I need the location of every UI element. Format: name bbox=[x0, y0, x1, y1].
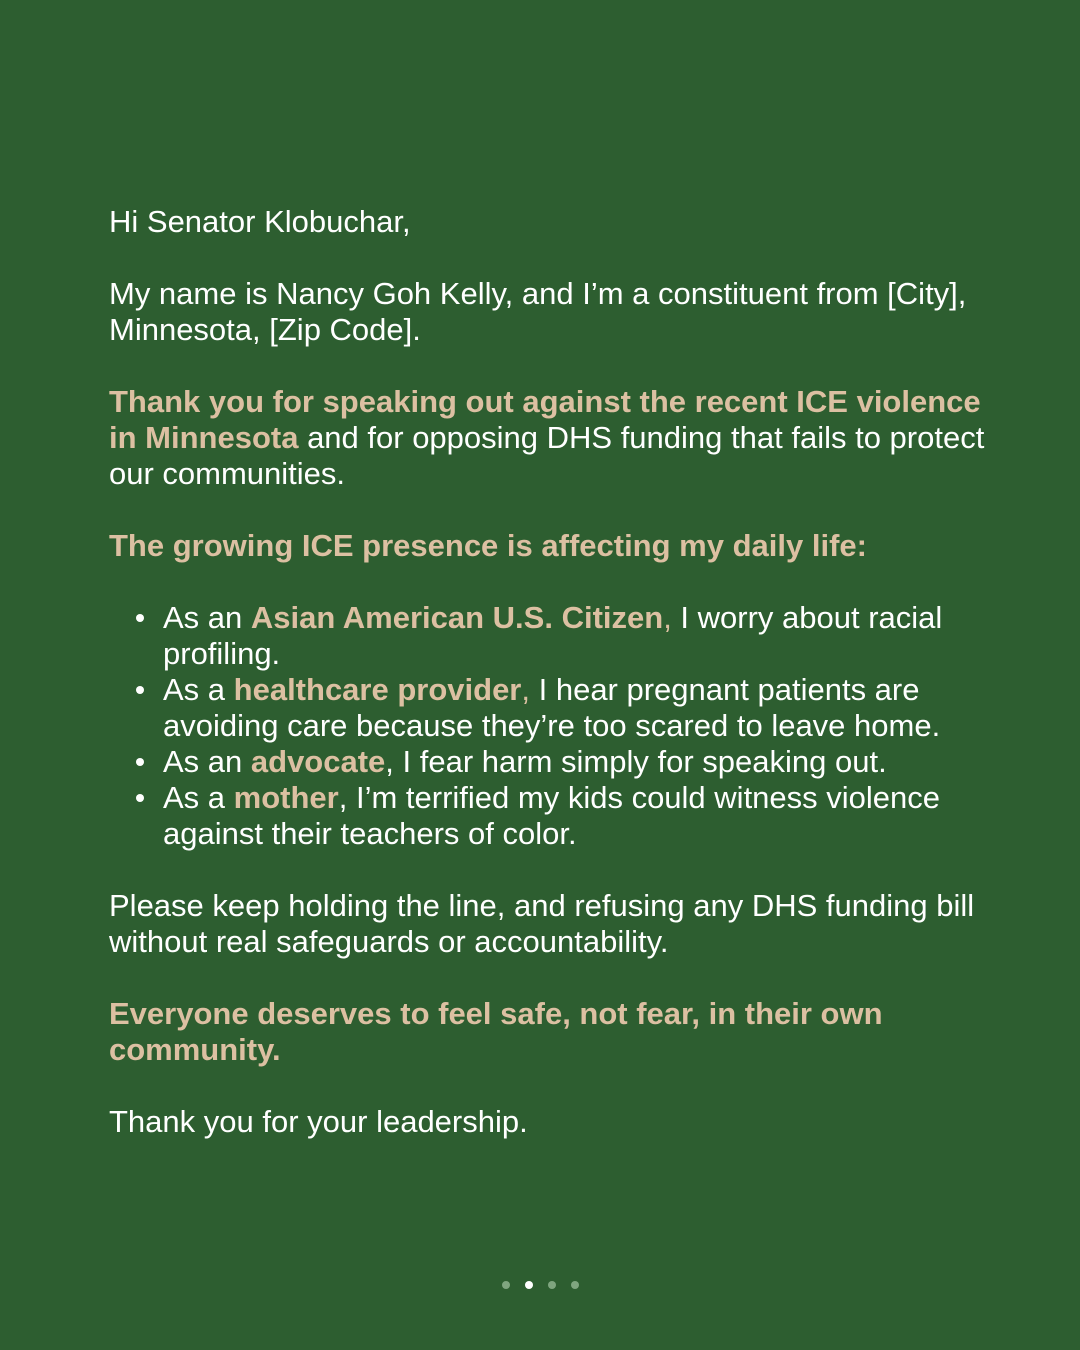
paragraph-gap bbox=[109, 348, 989, 384]
bullet-prefix: As an bbox=[163, 600, 251, 635]
bullet-comma: , bbox=[385, 744, 394, 779]
bullet-rest: I worry about racial profiling. bbox=[163, 600, 943, 671]
bullet-rest: I’m terrified my kids could witness violence against their teachers of color. bbox=[163, 780, 941, 851]
pager-dot-4[interactable] bbox=[571, 1281, 579, 1289]
bullet-dot-icon bbox=[136, 758, 144, 766]
bullet-prefix: As an bbox=[163, 744, 251, 779]
bullet-comma: , bbox=[338, 780, 348, 815]
bullet-rest: I fear harm simply for speaking out. bbox=[393, 744, 887, 779]
bullet-prefix: As a bbox=[163, 780, 234, 815]
bullet-rest: I hear pregnant patients are avoiding care because they’re too scared to leave home. bbox=[163, 672, 941, 743]
pager-dot-1[interactable] bbox=[502, 1281, 510, 1289]
thanks-rest: and for opposing DHS funding that fails to protect our communities. bbox=[109, 420, 985, 491]
paragraph-gap bbox=[109, 240, 989, 276]
bullet-highlight: healthcare provider bbox=[233, 672, 522, 707]
bullet-comma: , bbox=[521, 672, 530, 707]
paragraph-gap bbox=[109, 960, 989, 996]
bullet-dot-icon bbox=[136, 614, 144, 622]
closing-highlight: Everyone deserves to feel safe, not fear, in their own community. bbox=[109, 996, 883, 1067]
paragraph-gap bbox=[109, 492, 989, 528]
pager-dot-2-active[interactable] bbox=[525, 1281, 533, 1289]
letter-body bbox=[109, 204, 989, 1140]
bullet-dot-icon bbox=[136, 686, 144, 694]
paragraph-gap bbox=[109, 564, 989, 600]
bullet-highlight: Asian American U.S. Citizen bbox=[250, 600, 664, 635]
list-item bbox=[109, 780, 989, 852]
bullet-comma: , bbox=[663, 600, 672, 635]
paragraph-gap bbox=[109, 852, 989, 888]
impact-heading: The growing ICE presence is affecting my daily life: bbox=[109, 528, 867, 563]
bullet-highlight: advocate bbox=[250, 744, 386, 779]
paragraph-gap bbox=[109, 1068, 989, 1104]
list-item bbox=[109, 600, 989, 672]
intro-paragraph: My name is Nancy Goh Kelly, and I’m a constituent from [City], Minnesota, [Zip Code]. bbox=[109, 276, 967, 347]
pager-dot-3[interactable] bbox=[548, 1281, 556, 1289]
carousel-pager bbox=[0, 1281, 1080, 1289]
thanks-paragraph bbox=[109, 384, 989, 492]
request-paragraph: Please keep holding the line, and refusing any DHS funding bill without real safeguards or accountability. bbox=[109, 888, 975, 959]
thanks-highlight: Thank you for speaking out against the recent ICE violence in Minnesota bbox=[109, 384, 981, 455]
signoff: Thank you for your leadership. bbox=[109, 1104, 528, 1139]
impact-list bbox=[109, 600, 989, 852]
bullet-prefix: As a bbox=[163, 672, 234, 707]
bullet-highlight: mother bbox=[233, 780, 339, 815]
list-item bbox=[109, 672, 989, 744]
greeting: Hi Senator Klobuchar, bbox=[109, 204, 411, 239]
bullet-dot-icon bbox=[136, 794, 144, 802]
list-item bbox=[109, 744, 989, 780]
